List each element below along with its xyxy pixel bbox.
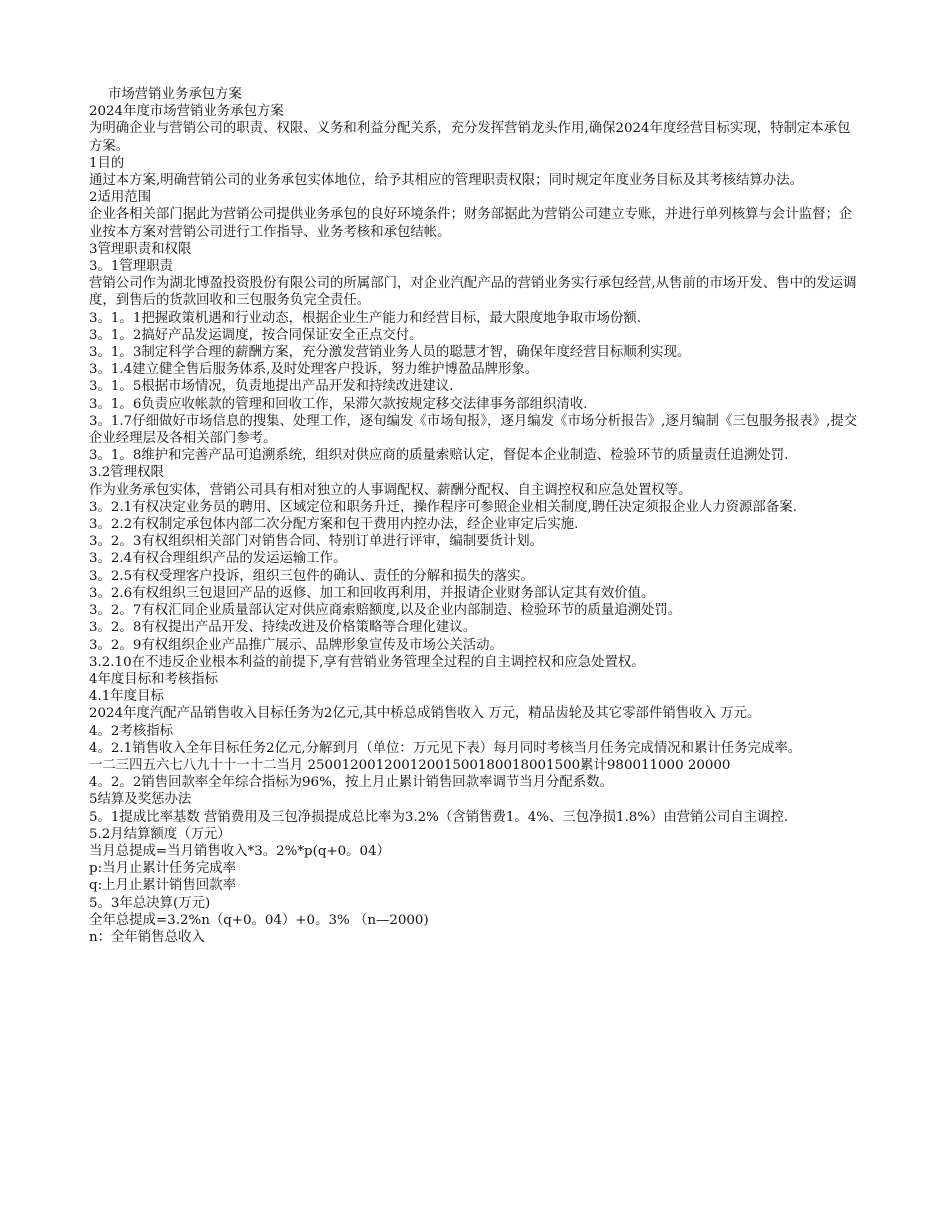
- paragraph: 4。2.1销售收入全年目标任务2亿元,分解到月（单位：万元见下表）每月同时考核当月任务完成情况和累计任务完成率。: [89, 740, 802, 756]
- paragraph: 一二三四五六七八九十十一十二当月 25001200120012001500180018001500累计980011000 20000: [89, 757, 731, 773]
- document-body: [89, 103, 862, 946]
- paragraph: 3。1。1把握政策机遇和行业动态，根据企业生产能力和经营目标，最大限度地争取市场份额.: [89, 310, 642, 326]
- paragraph: 1目的: [89, 155, 125, 171]
- paragraph: 3。2.2有权制定承包体内部二次分配方案和包干费用内控办法，经企业审定后实施.: [89, 517, 579, 533]
- paragraph: 通过本方案,明确营销公司的业务承包实体地位，给予其相应的管理职责权限；同时规定年度业务目标及其考核结算办法。: [89, 173, 803, 189]
- paragraph: 3。1。2搞好产品发运调度，按合同保证安全正点交付。: [89, 327, 423, 343]
- paragraph: 4。2考核指标: [89, 723, 173, 739]
- paragraph: 3。1。8维护和完善产品可追溯系统，组织对供应商的质量索赔认定，督促本企业制造、检验环节的质量责任追溯处罚.: [89, 448, 789, 464]
- paragraph: 3。2。9有权组织企业产品推广展示、品牌形象宣传及市场公关活动。: [89, 637, 503, 653]
- paragraph: 2024年度汽配产品销售收入目标任务为2亿元,其中桥总成销售收入 万元，精品齿轮及其它零部件销售收入 万元。: [89, 706, 761, 722]
- paragraph: 3。2。7有权汇同企业质量部认定对供应商索赔额度,以及企业内部制造、检验环节的质量追溯处罚。: [89, 603, 682, 619]
- paragraph: 3。2。8有权提出产品开发、持续改进及价格策略等合理化建议。: [89, 620, 477, 636]
- paragraph: 4.1年度目标: [89, 689, 164, 705]
- paragraph: 3。1。5根据市场情况，负责地提出产品开发和持续改进建议.: [89, 379, 454, 395]
- paragraph: 3。2.6有权组织三包退回产品的返修、加工和回收再利用，并报请企业财务部认定其有效价值。: [89, 585, 655, 601]
- paragraph: 2适用范围: [89, 190, 152, 206]
- paragraph: 3。1。3制定科学合理的薪酬方案，充分激发营销业务人员的聪慧才智，确保年度经营目标顺利实现。: [89, 345, 691, 361]
- paragraph: n：全年销售总收入: [89, 929, 205, 945]
- paragraph: 3。1管理职责: [89, 259, 173, 275]
- document-title: 市场营销业务承包方案: [108, 87, 242, 102]
- paragraph: 5。1提成比率基数 营销费用及三包净损提成总比率为3.2%（含销售费1。4%、三包净损1.8%）由营销公司自主调控.: [89, 809, 789, 825]
- paragraph: 3。1。6负责应收帐款的管理和回收工作，呆滞欠款按规定移交法律事务部组织清收.: [89, 396, 588, 412]
- paragraph: q:上月止累计销售回款率: [89, 878, 236, 894]
- paragraph: 企业各相关部门据此为营销公司提供业务承包的良好环境条件；财务部据此为营销公司建立专账，并进行单列核算与会计监督；企业按本方案对营销公司进行工作指导、业务考核和承包结帐。: [89, 207, 853, 240]
- paragraph: 为明确企业与营销公司的职责、权限、义务和利益分配关系，充分发挥营销龙头作用,确保2024年度经营目标实现，特制定本承包方案。: [89, 121, 851, 154]
- paragraph: 5。3年总决算(万元): [89, 895, 211, 911]
- paragraph: 5.2月结算额度（万元）: [89, 826, 231, 842]
- paragraph: 4。2。2销售回款率全年综合指标为96%，按上月止累计销售回款率调节当月分配系数。: [89, 775, 613, 791]
- paragraph: 3。2.4有权合理组织产品的发运运输工作。: [89, 551, 347, 567]
- paragraph: 3。2。3有权组织相关部门对销售合同、特别订单进行评审，编制要货计划。: [89, 534, 544, 550]
- paragraph: 3.2管理权限: [89, 465, 164, 481]
- paragraph: 4年度目标和考核指标: [89, 671, 219, 687]
- paragraph: 3管理职责和权限: [89, 241, 192, 257]
- paragraph: 5结算及奖惩办法: [89, 792, 192, 808]
- paragraph: 3。2.5有权受理客户投诉，组织三包件的确认、责任的分解和损失的落实。: [89, 568, 534, 584]
- paragraph: 3.2.10在不违反企业根本利益的前提下,享有营销业务管理全过程的自主调控权和应急处置权。: [89, 654, 645, 670]
- paragraph: 3。1.4建立健全售后服务体系,及时处理客户投诉，努力维护博盈品牌形象。: [89, 362, 539, 378]
- paragraph: 3。1.7仔细做好市场信息的搜集、处理工作，逐旬编发《市场旬报》，逐月编发《市场分析报告》,逐月编制《三包服务报表》,提交企业经理层及各相关部门参考。: [89, 413, 858, 447]
- paragraph: 全年总提成=3.2%n（q+0。04）+0。3% （n—2000): [89, 912, 429, 928]
- paragraph: p:当月止累计任务完成率: [89, 861, 236, 877]
- paragraph: 当月总提成=当月销售收入*3。2%*p(q+0。04）: [89, 843, 390, 859]
- paragraph: 作为业务承包实体，营销公司具有相对独立的人事调配权、薪酬分配权、自主调控权和应急处置权等。: [89, 482, 692, 498]
- paragraph: 营销公司作为湖北博盈投资股份有限公司的所属部门，对企业汽配产品的营销业务实行承包经营,从售前的市场开发、售中的发运调度，到售后的货款回收和三包服务负完全责任。: [89, 276, 857, 309]
- paragraph: 2024年度市场营销业务承包方案: [89, 104, 284, 120]
- paragraph: 3。2.1有权决定业务员的聘用、区域定位和职务升迁，操作程序可参照企业相关制度,聘任决定须报企业人力资源部备案.: [89, 499, 797, 515]
